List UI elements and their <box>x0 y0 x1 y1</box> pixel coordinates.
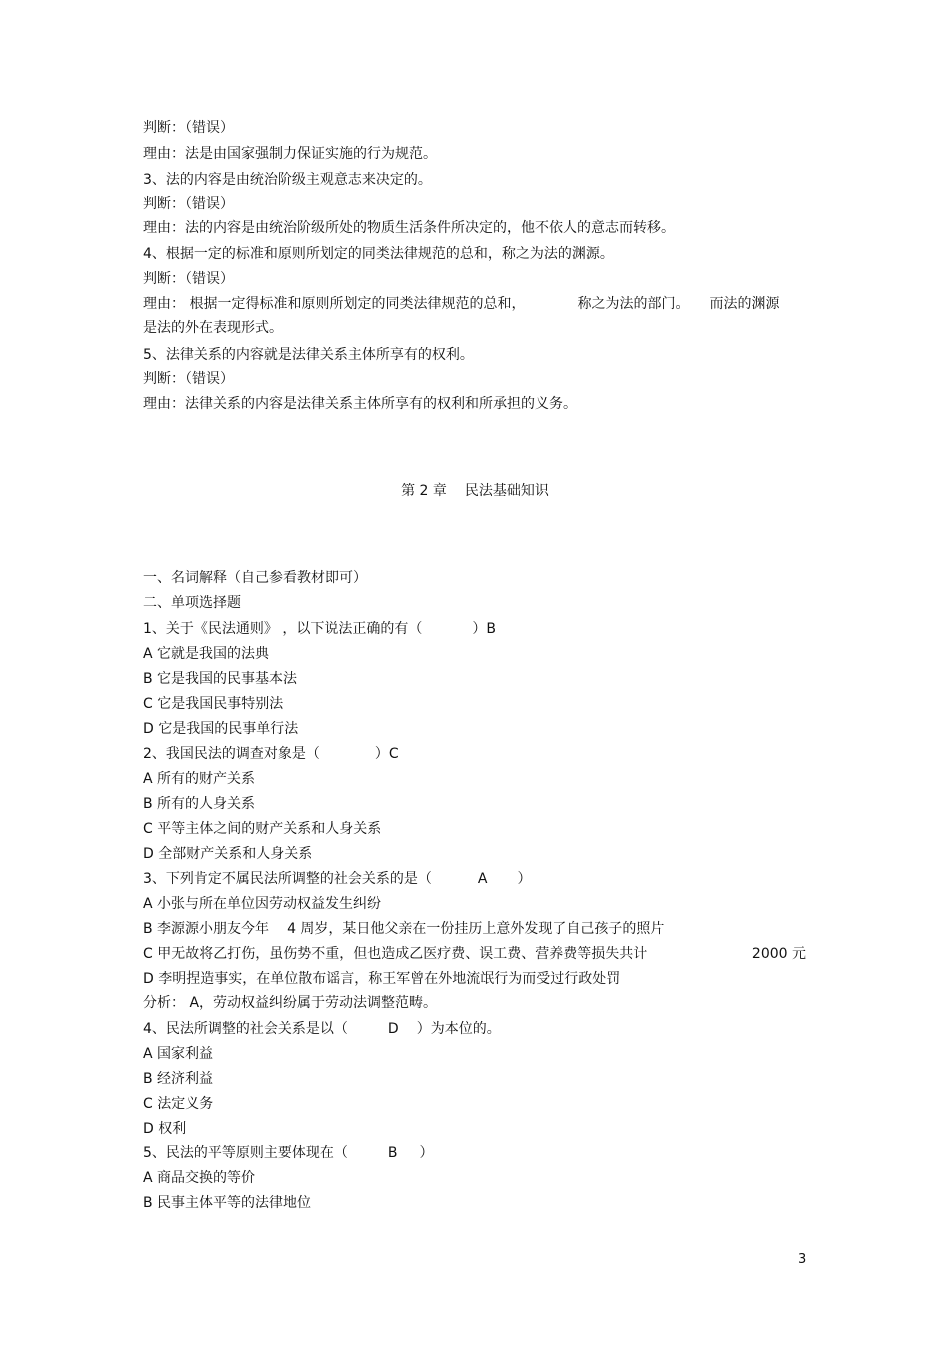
section-heading: 二、单项选择题 <box>143 595 241 611</box>
judgment-line: 判断：（错误） <box>143 196 234 212</box>
statement-4: 4、根据一定的标准和原则所划定的同类法律规范的总和，称之为法的渊源。 <box>143 246 614 262</box>
chapter-title <box>0 482 950 500</box>
option: C 它是我国民事特别法 <box>143 696 284 712</box>
page-number: 3 <box>798 1252 807 1267</box>
option: D 李明捏造事实，在单位散布谣言，称王军曾在外地流氓行为而受过行政处罚 <box>143 971 621 987</box>
reason-line: 理由：法是由国家强制力保证实施的行为规范。 <box>143 146 437 162</box>
option: D 权利 <box>143 1121 187 1137</box>
analysis-line: 分析： A，劳动权益纠纷属于劳动法调整范畴。 <box>143 995 438 1011</box>
question-5: 5、民法的平等原则主要体现在（ B ） <box>143 1145 434 1161</box>
judgment-line: 判断：（错误） <box>143 120 234 136</box>
option: B 所有的人身关系 <box>143 796 256 812</box>
reason-part-1: 理由： 根据一定得标准和原则所划定的同类法律规范的总和， <box>143 296 526 312</box>
option: A 国家利益 <box>143 1046 214 1062</box>
option: C 平等主体之间的财产关系和人身关系 <box>143 821 382 837</box>
option: B 民事主体平等的法律地位 <box>143 1195 312 1211</box>
judgment-line: 判断：（错误） <box>143 371 234 387</box>
option: A 所有的财产关系 <box>143 771 256 787</box>
option: C 法定义务 <box>143 1096 214 1112</box>
question-1: 1、关于《民法通则》 ，以下说法正确的有（ ）B <box>143 621 496 637</box>
reason-line: 理由：法的内容是由统治阶级所处的物质生活条件所决定的，他不依人的意志而转移。 <box>143 220 675 236</box>
option: C 甲无故将乙打伤，虽伤势不重，但也造成乙医疗费、误工费、营养费等损失共计 2000 元 <box>143 946 806 962</box>
option: A 小张与所在单位因劳动权益发生纠纷 <box>143 896 382 912</box>
option: B 李源源小朋友今年 4 周岁，某日他父亲在一份挂历上意外发现了自己孩子的照片 <box>143 921 665 937</box>
option: D 它是我国的民事单行法 <box>143 721 299 737</box>
chapter-number: 第 2 章 <box>401 483 447 499</box>
section-heading: 一、名词解释（自己参看教材即可） <box>143 570 367 586</box>
reason-part-2: 称之为法的部门。 <box>577 296 690 312</box>
reason-line: 理由：法律关系的内容是法律关系主体所享有的权利和所承担的义务。 <box>143 396 577 412</box>
reason-continuation: 是法的外在表现形式。 <box>143 320 283 336</box>
judgment-line: 判断：（错误） <box>143 271 234 287</box>
question-2: 2、我国民法的调查对象是（ ）C <box>143 746 399 762</box>
option: B 它是我国的民事基本法 <box>143 671 298 687</box>
option: A 它就是我国的法典 <box>143 646 270 662</box>
question-4: 4、民法所调整的社会关系是以（ D ）为本位的。 <box>143 1021 501 1037</box>
reason-line-split <box>143 295 779 313</box>
reason-part-3: 而法的渊源 <box>709 296 780 312</box>
question-3: 3、下列肯定不属民法所调整的社会关系的是（ A ） <box>143 871 532 887</box>
statement-3: 3、法的内容是由统治阶级主观意志来决定的。 <box>143 172 432 188</box>
option: D 全部财产关系和人身关系 <box>143 846 313 862</box>
option: B 经济利益 <box>143 1071 214 1087</box>
statement-5: 5、法律关系的内容就是法律关系主体所享有的权利。 <box>143 347 474 363</box>
option: A 商品交换的等价 <box>143 1170 256 1186</box>
chapter-name: 民法基础知识 <box>464 483 549 499</box>
